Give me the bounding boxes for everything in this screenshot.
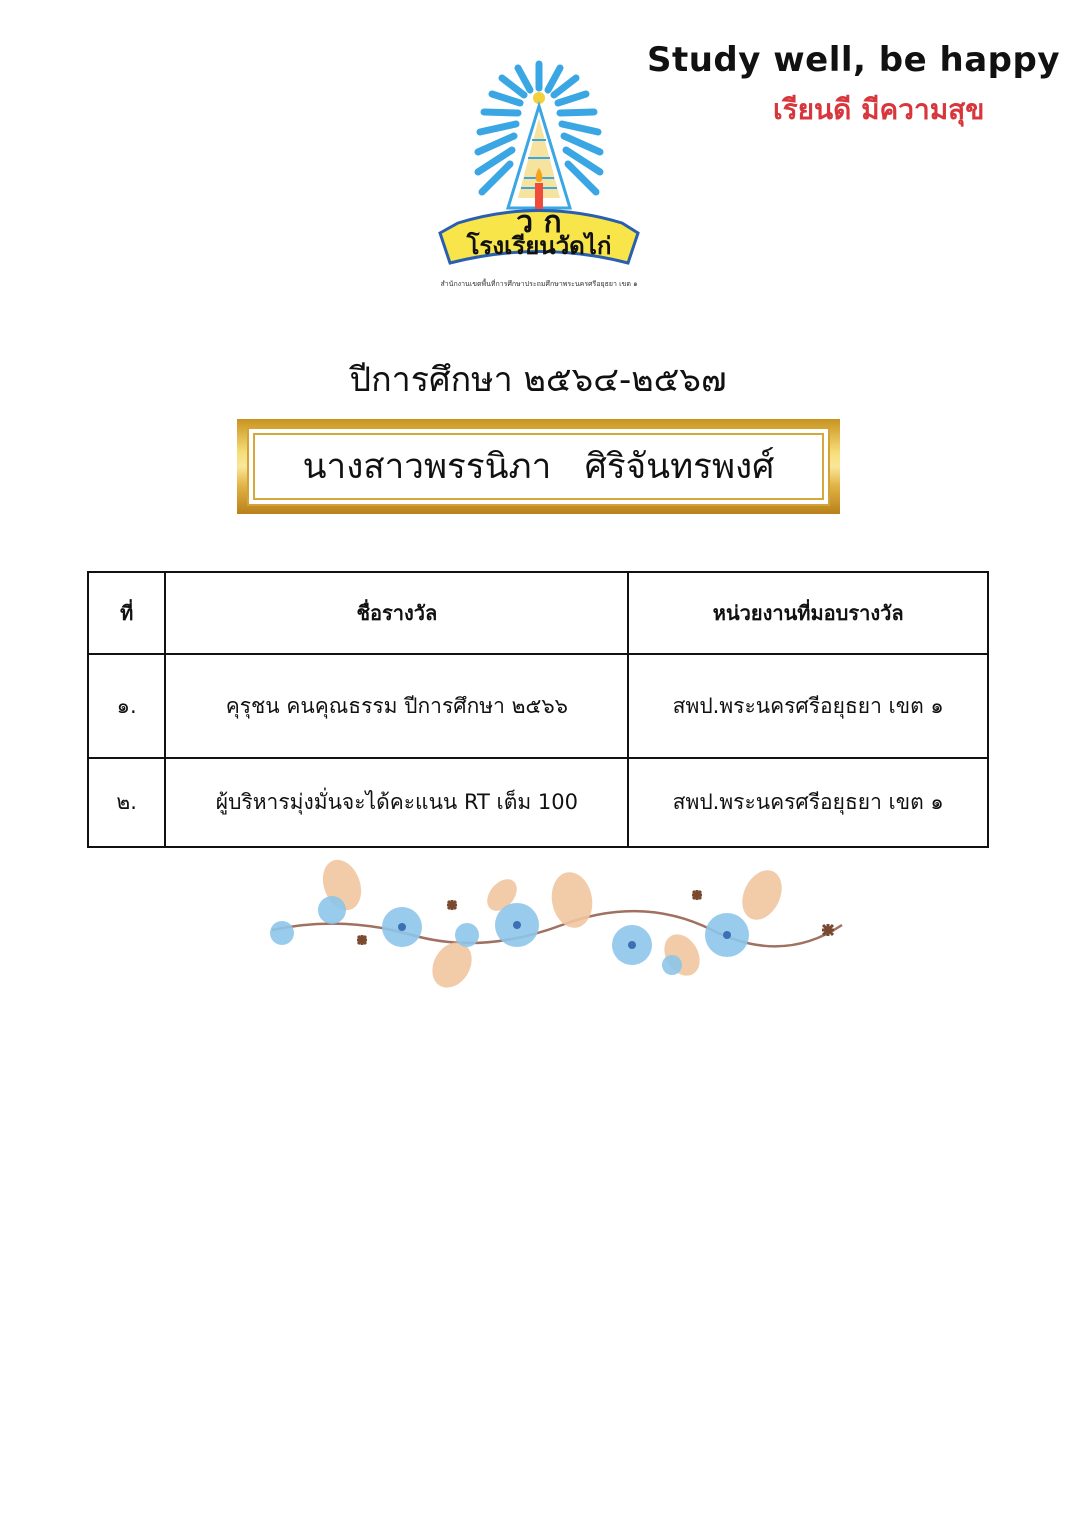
- office-name-text: สำนักงานเขตพื้นที่การศึกษาประถมศึกษาพระนครศรีอยุธยา เขต ๑: [440, 280, 638, 288]
- school-name-text: โรงเรียนวัดไก่: [466, 232, 612, 260]
- awards-table: [87, 571, 989, 848]
- logo-initials: ว ก: [516, 205, 562, 240]
- award-organization: สพป.พระนครศรีอยุธยา เขต ๑: [628, 654, 988, 758]
- header-organization: หน่วยงานที่มอบรางวัล: [628, 572, 988, 654]
- school-logo: [438, 58, 642, 308]
- floral-decoration: [262, 855, 847, 995]
- motto-english: Study well, be happy: [646, 40, 1060, 80]
- award-name: ผู้บริหารมุ่งมั่นจะได้คะแนน RT เต็ม 100: [165, 758, 628, 847]
- row-number: ๒.: [88, 758, 165, 847]
- table-row: [88, 654, 988, 758]
- header-number: ที่: [88, 572, 165, 654]
- award-name: คุรุชน คนคุณธรรม ปีการศึกษา ๒๕๖๖: [165, 654, 628, 758]
- motto-thai: เรียนดี มีความสุข: [773, 93, 985, 126]
- person-name: นางสาวพรรนิภา ศิริจันทรพงศ์: [302, 447, 775, 487]
- row-number: ๑.: [88, 654, 165, 758]
- name-frame-inner: [247, 427, 830, 506]
- table-header-row: [88, 572, 988, 654]
- table-row: [88, 758, 988, 847]
- name-frame: [237, 419, 840, 514]
- award-organization: สพป.พระนครศรีอยุธยา เขต ๑: [628, 758, 988, 847]
- school-year-heading: ปีการศึกษา ๒๕๖๔-๒๕๖๗: [349, 360, 727, 400]
- header-award-name: ชื่อรางวัล: [165, 572, 628, 654]
